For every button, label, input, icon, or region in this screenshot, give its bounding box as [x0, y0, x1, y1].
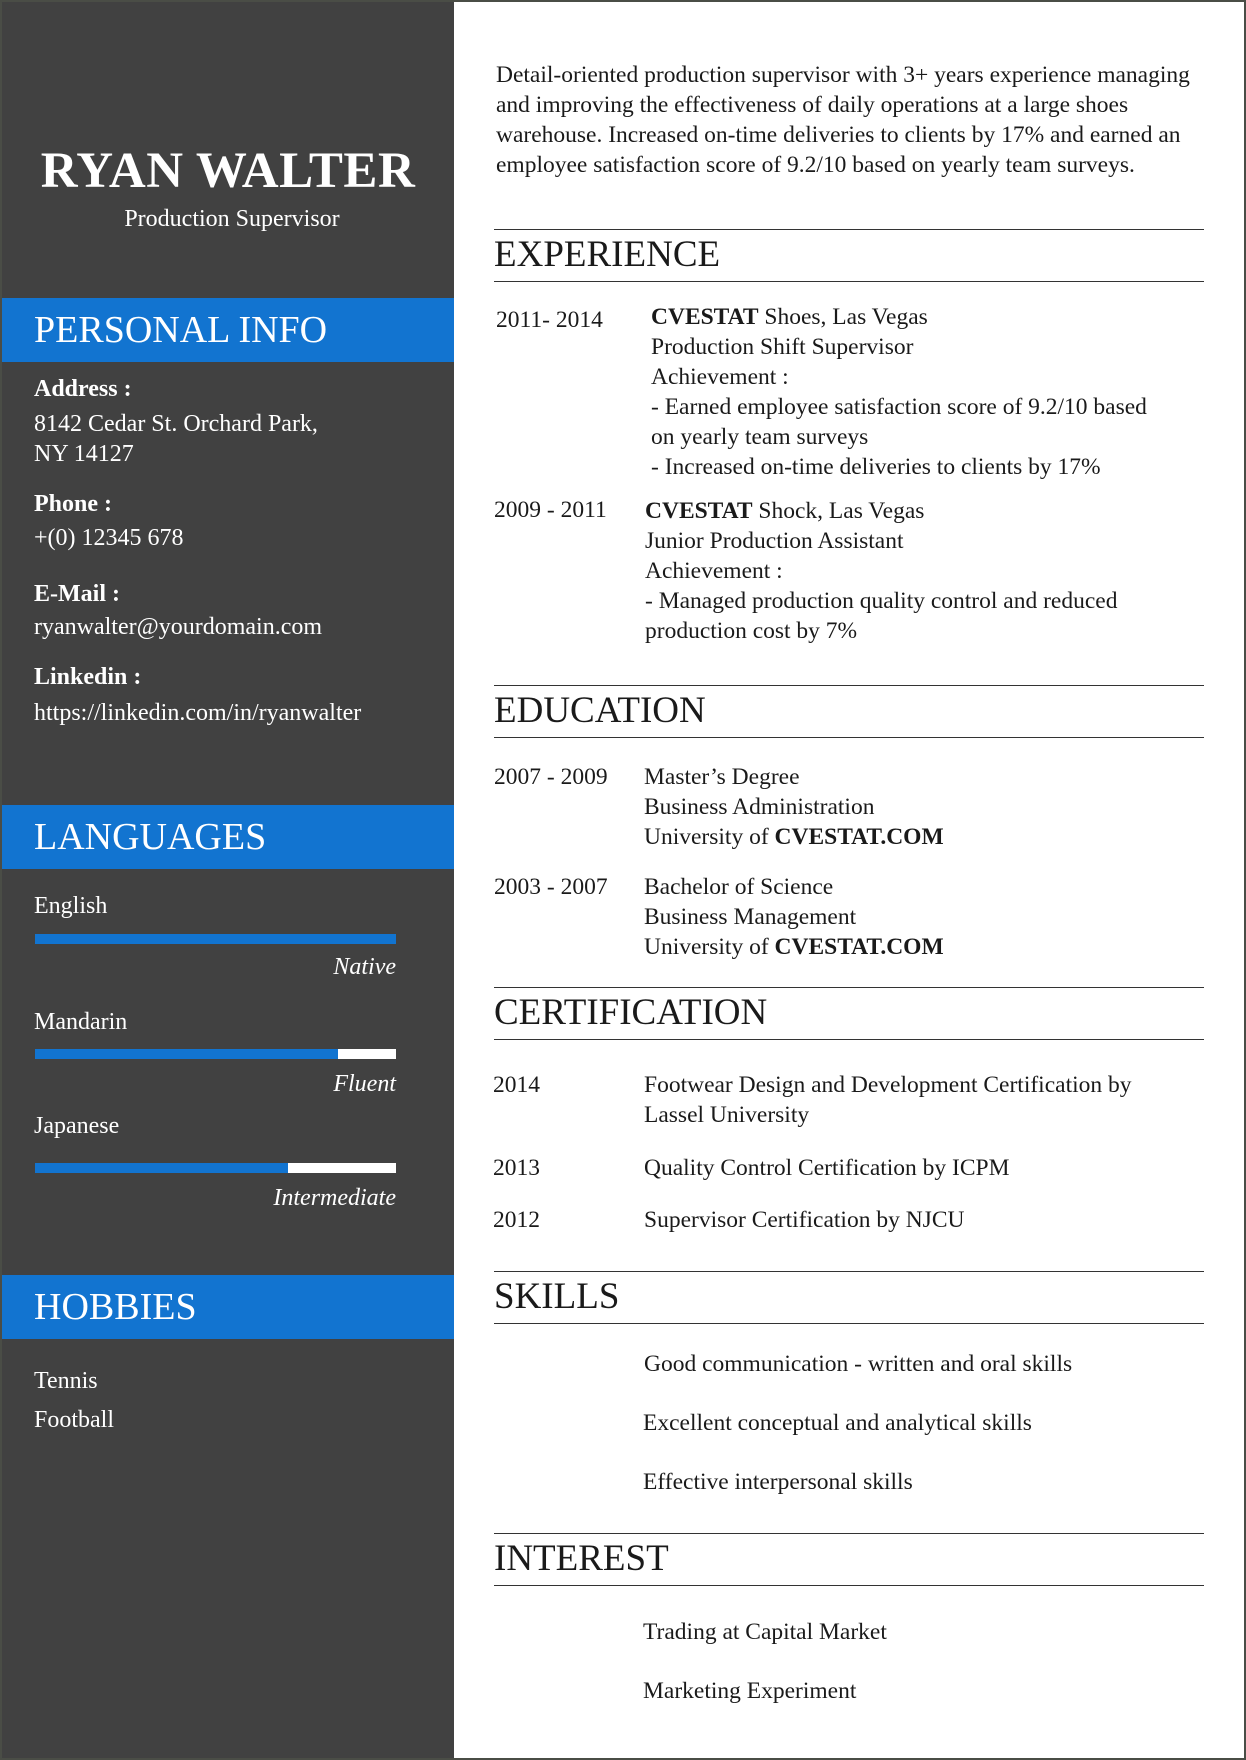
certification-title: CERTIFICATION: [494, 992, 768, 1033]
certification-year: 2013: [493, 1155, 540, 1181]
language-bar: [35, 1163, 396, 1173]
section-divider: [494, 1585, 1204, 1586]
interest-title: INTEREST: [494, 1538, 669, 1579]
certification-year: 2014: [493, 1072, 540, 1098]
skill-item: Excellent conceptual and analytical skills: [643, 1410, 1032, 1436]
experience-company: [645, 496, 924, 526]
education-field: Business Administration: [644, 794, 875, 820]
language-bar-fill: [35, 1049, 338, 1059]
section-divider: [494, 1533, 1204, 1534]
languages-heading: [2, 805, 454, 869]
company-location: Shoes, Las Vegas: [758, 304, 928, 330]
experience-position: Production Shift Supervisor: [651, 334, 914, 360]
language-name: Japanese: [34, 1113, 120, 1139]
education-university: [644, 822, 944, 852]
university-name: CVESTAT.COM: [774, 824, 944, 850]
education-years: 2003 - 2007: [494, 874, 608, 900]
company-location: Shock, Las Vegas: [752, 498, 925, 524]
hobbies-heading: [2, 1275, 454, 1339]
university-prefix: University of: [644, 934, 775, 960]
section-divider: [494, 281, 1204, 282]
education-degree: Bachelor of Science: [644, 874, 834, 900]
hobby-item: Football: [34, 1407, 115, 1433]
sidebar: [2, 2, 454, 1758]
university-name: CVESTAT.COM: [774, 934, 944, 960]
achievement-item: - Increased on-time deliveries to clients by 17%: [651, 454, 1101, 480]
hobbies-title: HOBBIES: [34, 1286, 197, 1328]
achievement-item: - Earned employee satisfaction score of 9.2/10 based: [651, 394, 1147, 420]
section-divider: [494, 229, 1204, 230]
company-name: CVESTAT: [651, 304, 759, 330]
certification-name: Supervisor Certification by NJCU: [644, 1207, 965, 1233]
languages-title: LANGUAGES: [34, 816, 267, 858]
achievement-label: Achievement :: [645, 558, 783, 584]
interest-item: Trading at Capital Market: [643, 1619, 887, 1645]
email-value[interactable]: ryanwalter@yourdomain.com: [34, 614, 323, 640]
education-title: EDUCATION: [494, 690, 706, 731]
certification-name: Quality Control Certification by ICPM: [644, 1155, 1010, 1181]
certification-year: 2012: [493, 1207, 540, 1233]
address-line-1: 8142 Cedar St. Orchard Park,: [34, 411, 318, 437]
language-level: Intermediate: [273, 1185, 396, 1211]
language-name: English: [34, 893, 108, 919]
hobby-item: Tennis: [34, 1368, 98, 1394]
certification-name: Footwear Design and Development Certification by: [644, 1072, 1132, 1098]
university-prefix: University of: [644, 824, 775, 850]
education-university: [644, 932, 944, 962]
education-years: 2007 - 2009: [494, 764, 608, 790]
email-label: E-Mail :: [34, 581, 120, 607]
linkedin-value[interactable]: https://linkedin.com/in/ryanwalter: [34, 700, 362, 726]
experience-years: 2011- 2014: [496, 307, 603, 333]
language-bar-fill: [35, 1163, 288, 1173]
phone-value: +(0) 12345 678: [34, 525, 184, 551]
phone-label: Phone :: [34, 491, 112, 517]
language-level: Native: [333, 954, 396, 980]
linkedin-label: Linkedin :: [34, 664, 142, 690]
achievement-item: production cost by 7%: [645, 618, 858, 644]
experience-years: 2009 - 2011: [494, 497, 607, 523]
language-bar: [35, 1049, 396, 1059]
address-label: Address :: [34, 376, 132, 402]
experience-company: [651, 302, 928, 332]
section-divider: [494, 1271, 1204, 1272]
experience-position: Junior Production Assistant: [645, 528, 904, 554]
main-content: [454, 2, 1244, 1758]
certification-name-cont: Lassel University: [644, 1102, 810, 1128]
education-field: Business Management: [644, 904, 857, 930]
achievement-label: Achievement :: [651, 364, 789, 390]
personal-info-heading: [2, 298, 454, 362]
language-name: Mandarin: [34, 1009, 128, 1035]
section-divider: [494, 737, 1204, 738]
experience-title: EXPERIENCE: [494, 234, 721, 275]
skill-item: Good communication - written and oral skills: [644, 1351, 1073, 1377]
candidate-name: RYAN WALTER: [40, 143, 416, 199]
language-bar: [35, 934, 396, 944]
company-name: CVESTAT: [645, 498, 753, 524]
education-degree: Master’s Degree: [644, 764, 800, 790]
address-line-2: NY 14127: [34, 441, 134, 467]
candidate-role: Production Supervisor: [124, 206, 340, 232]
skill-item: Effective interpersonal skills: [643, 1469, 913, 1495]
achievement-item: - Managed production quality control and reduced: [645, 588, 1118, 614]
personal-info-title: PERSONAL INFO: [34, 309, 328, 351]
skills-title: SKILLS: [494, 1276, 620, 1317]
language-level: Fluent: [333, 1071, 396, 1097]
interest-item: Marketing Experiment: [643, 1678, 857, 1704]
achievement-item: on yearly team surveys: [651, 424, 869, 450]
section-divider: [494, 685, 1204, 686]
section-divider: [494, 1039, 1204, 1040]
section-divider: [494, 987, 1204, 988]
section-divider: [494, 1323, 1204, 1324]
language-bar-fill: [35, 934, 396, 944]
profile-summary: Detail-oriented production supervisor with 3+ years experience managing and improving the effectiveness of daily operations at a large shoes warehouse. Increased on-time deliveries to clients by 17% and earned an employee satisfaction score of 9.2/10 based on yearly team surveys.: [496, 62, 1190, 178]
